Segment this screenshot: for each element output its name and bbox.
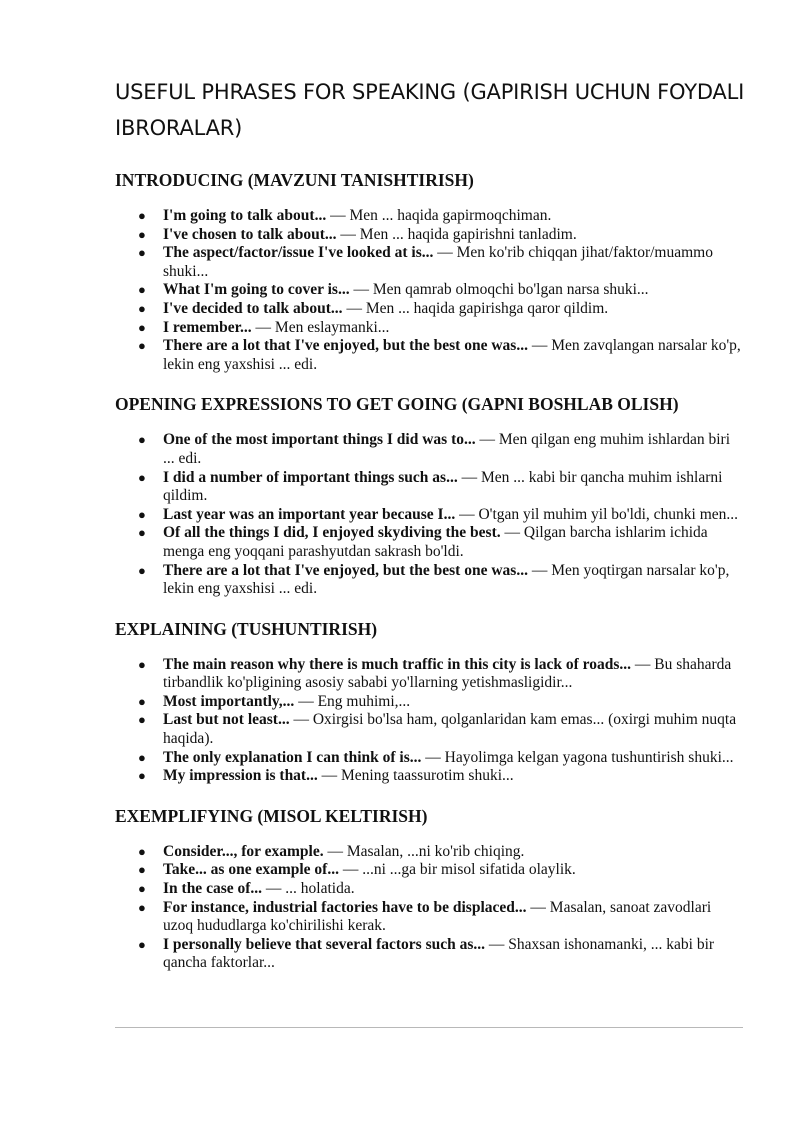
phrase-text: The aspect/factor/issue I've looked at is...: [163, 244, 434, 262]
bullet-icon: ●: [138, 881, 146, 897]
translation-text: — Eng muhimi,...: [294, 692, 411, 710]
phrase-text: I'm going to talk about...: [163, 207, 327, 224]
bullet-icon: ●: [138, 469, 146, 485]
section-heading: INTRODUCING (MAVZUNI TANISHTIRISH): [115, 170, 474, 190]
list-item: [138, 748, 745, 768]
phrase-list: [115, 431, 745, 598]
phrase-text: One of the most important things I did was to...: [163, 431, 476, 449]
phrase-text: I personally believe that several factors such as...: [163, 935, 486, 953]
translation-text: — Bu shaharda tirbandlik ko'pligining asosiy sababi yo'llarning yetishmasligidir...: [163, 655, 732, 692]
translation-text: — Men zavqlangan narsalar ko'p, lekin eng yaxshisi ... edi.: [163, 337, 741, 373]
bullet-icon: ●: [138, 936, 146, 952]
translation-text: — ...ni ...ga bir misol sifatida olaylik.: [338, 861, 576, 879]
bullet-icon: ●: [138, 562, 146, 578]
phrase-list: [115, 207, 745, 374]
translation-text: — Men ko'rib chiqqan jihat/faktor/muammo shuki...: [163, 244, 713, 280]
phrase-text: There are a lot that I've enjoyed, but the best one was...: [163, 337, 528, 355]
list-item: [138, 692, 745, 712]
translation-text: — Masalan, sanoat zavodlari uzoq hududlarga ko'chirilishi kerak.: [163, 898, 712, 935]
list-item: [138, 468, 745, 506]
section-explaining: [115, 617, 745, 786]
phrase-text: In the case of...: [163, 880, 263, 898]
list-item: [138, 505, 745, 525]
phrase-text: Of all the things I did, I enjoyed skydiving the best.: [163, 524, 501, 542]
list-item: [138, 225, 745, 245]
bullet-icon: ●: [138, 300, 146, 316]
list-item: [138, 299, 745, 319]
list-item: [138, 711, 745, 748]
bullet-icon: ●: [138, 226, 146, 242]
phrase-text: There are a lot that I've enjoyed, but the best one was...: [163, 561, 528, 579]
translation-text: — Men ... haqida gapirmoqchiman.: [326, 207, 552, 224]
list-item: [138, 431, 745, 468]
phrase-text: Last year was an important year because I...: [163, 505, 456, 523]
translation-text: — Men ... kabi bir qancha muhim ishlarni qildim.: [163, 468, 723, 505]
translation-text: — ... holatida.: [262, 880, 355, 898]
section-heading: OPENING EXPRESSIONS TO GET GOING (GAPNI BOSHLAB OLISH): [115, 394, 679, 415]
phrase-text: Take... as one example of...: [163, 861, 339, 879]
phrase-text: I did a number of important things such as...: [163, 468, 458, 486]
translation-text: — Shaxsan ishonamanki, ... kabi bir qancha faktorlar...: [163, 935, 715, 972]
phrase-text: The main reason why there is much traffic in this city is lack of roads...: [163, 655, 632, 673]
bullet-icon: ●: [138, 862, 146, 878]
translation-text: — O'tgan yil muhim yil bo'ldi, chunki men...: [455, 505, 739, 523]
section-exemplifying: [115, 804, 745, 973]
translation-text: — Masalan, ...ni ko'rib chiqing.: [323, 842, 525, 860]
translation-text: — Mening taassurotim shuki...: [317, 767, 514, 785]
phrase-text: What I'm going to cover is...: [163, 281, 350, 299]
bullet-icon: ●: [138, 749, 146, 765]
page-title: USEFUL PHRASES FOR SPEAKING (GAPIRISH UCHUN FOYDALI IBRORALAR): [115, 80, 745, 140]
translation-text: — Men yoqtirgan narsalar ko'p, lekin eng yaxshisi ... edi.: [163, 561, 730, 598]
phrase-text: I've chosen to talk about...: [163, 225, 337, 243]
document-page: [115, 74, 745, 973]
list-item: [138, 767, 745, 786]
translation-text: — Oxirgisi bo'lsa ham, qolganlaridan kam emas... (oxirgi muhim nuqta haqida).: [163, 711, 737, 748]
phrase-text: The only explanation I can think of is...: [163, 748, 422, 766]
translation-text: — Men eslaymanki...: [251, 318, 390, 336]
phrase-list: [115, 843, 745, 973]
translation-text: — Men qilgan eng muhim ishlardan biri ... edi.: [163, 431, 731, 467]
bullet-icon: ●: [138, 245, 146, 261]
phrase-text: Last but not least...: [163, 711, 290, 729]
translation-text: — Qilgan barcha ishlarim ichida menga eng yoqqani parashyutdan sakrash bo'ldi.: [163, 524, 708, 560]
phrase-text: For instance, industrial factories have to be displaced...: [163, 898, 527, 916]
bullet-icon: ●: [138, 656, 146, 672]
translation-text: — Men ... haqida gapirishni tanladim.: [336, 225, 577, 243]
translation-text: — Hayolimga kelgan yagona tushuntirish shuki...: [421, 748, 734, 766]
bullet-icon: ●: [138, 208, 146, 223]
section-heading: EXEMPLIFYING (MISOL KELTIRISH): [115, 805, 428, 826]
section-introducing: [115, 168, 745, 374]
list-item: [138, 337, 745, 374]
list-item: [138, 524, 745, 561]
list-item: [138, 561, 745, 599]
bullet-icon: ●: [138, 693, 146, 709]
horizontal-rule: [115, 1027, 743, 1028]
bullet-icon: ●: [138, 282, 146, 298]
section-heading: EXPLAINING (TUSHUNTIRISH): [115, 618, 378, 639]
list-item: [138, 655, 745, 693]
bullet-icon: ●: [138, 712, 146, 728]
list-item: [138, 207, 745, 226]
phrase-list: [115, 656, 745, 786]
phrase-text: I remember...: [163, 318, 252, 336]
bullet-icon: ●: [138, 506, 146, 522]
bullet-icon: ●: [138, 525, 146, 541]
list-item: [138, 898, 745, 936]
translation-text: — Men qamrab olmoqchi bo'lgan narsa shuki...: [349, 281, 649, 299]
section-opening-expressions: [115, 392, 745, 598]
phrase-text: I've decided to talk about...: [163, 299, 343, 317]
list-item: [138, 880, 745, 899]
phrase-text: My impression is that...: [163, 767, 318, 785]
bullet-icon: ●: [138, 319, 146, 335]
list-item: [138, 281, 745, 300]
bullet-icon: ●: [138, 899, 146, 915]
list-item: [138, 935, 745, 973]
list-item: [138, 861, 745, 880]
phrase-text: Most importantly,...: [163, 692, 295, 710]
bullet-icon: ●: [138, 843, 146, 859]
bullet-icon: ●: [138, 432, 146, 448]
list-item: [138, 318, 745, 338]
phrase-text: Consider..., for example.: [163, 842, 324, 860]
translation-text: — Men ... haqida gapirishga qaror qildim.: [342, 299, 609, 317]
list-item: [138, 842, 745, 862]
list-item: [138, 244, 745, 281]
bullet-icon: ●: [138, 768, 146, 784]
bullet-icon: ●: [138, 338, 146, 354]
